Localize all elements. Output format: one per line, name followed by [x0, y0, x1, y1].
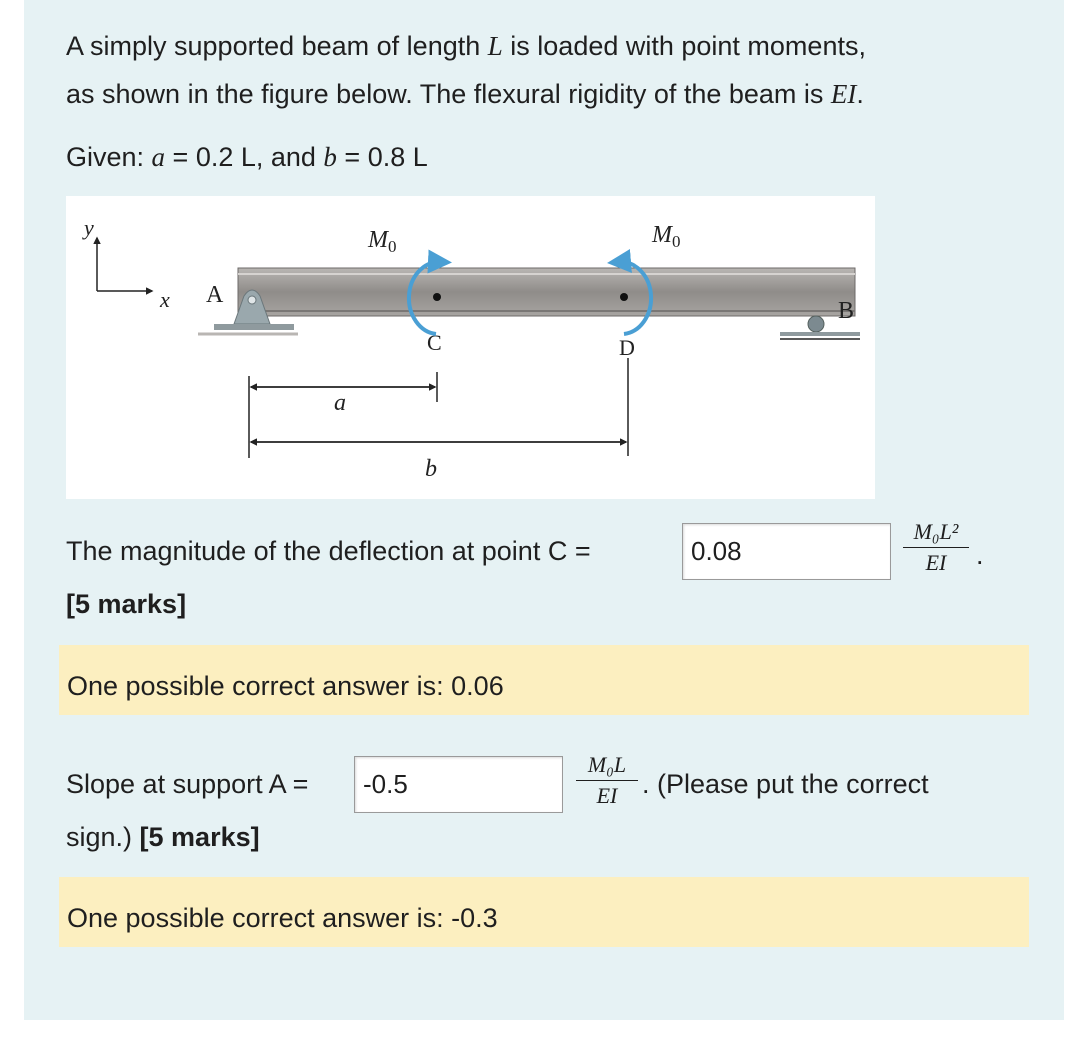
units-denominator: EI	[925, 550, 947, 575]
label-D: D	[619, 335, 635, 360]
dim-b-label: b	[425, 456, 437, 482]
part2-feedback-text: One possible correct answer is: -0.3	[67, 903, 498, 933]
question-text: .	[856, 79, 864, 109]
part1-prompt: The magnitude of the deflection at point C =	[66, 536, 591, 566]
question-text: is loaded with point moments,	[502, 31, 866, 61]
given-text: = 0.2 L, and	[165, 142, 324, 172]
given-line	[66, 140, 428, 174]
part2-prompt: Slope at support A =	[66, 769, 309, 799]
units-numerator: M₀L	[587, 752, 627, 777]
label-A: A	[206, 282, 224, 308]
part1-units	[903, 519, 969, 576]
axis-y-label: y	[84, 215, 94, 240]
part1-marks: [5 marks]	[66, 589, 187, 619]
slope-answer-input[interactable]: -0.5	[354, 756, 563, 813]
given-text: = 0.8 L	[336, 142, 428, 172]
var-a: a	[151, 142, 166, 172]
part1-feedback-text: One possible correct answer is: 0.06	[67, 671, 504, 701]
label-C: C	[427, 330, 442, 355]
fraction-bar	[576, 780, 638, 781]
var-L: L	[487, 31, 503, 61]
dim-a-label: a	[334, 390, 346, 416]
part2-feedback	[59, 877, 1029, 947]
var-EI: EI	[830, 79, 857, 109]
point-C	[433, 293, 441, 301]
deflection-answer-input[interactable]: 0.08	[682, 523, 891, 580]
part2-marks: [5 marks]	[139, 822, 260, 852]
question-line-2	[66, 77, 864, 111]
question-text: A simply supported beam of length	[66, 31, 488, 61]
part2-instruction: . (Please put the correct	[642, 769, 929, 799]
given-text: Given:	[66, 142, 152, 172]
part2-line-2	[66, 820, 260, 854]
dimension-b	[251, 358, 628, 456]
question-line-1	[66, 29, 866, 63]
part1-feedback	[59, 645, 1029, 715]
part1-units-period: .	[976, 540, 984, 570]
axis-x-label: x	[160, 287, 170, 312]
moment-label-D: $M_0$	[652, 222, 681, 251]
units-numerator: M₀L²	[913, 519, 959, 544]
moment-label-C: $M_0$	[368, 227, 397, 256]
coordinate-axes	[82, 215, 170, 312]
units-denominator: EI	[596, 783, 618, 808]
part2-units	[576, 752, 638, 809]
question-text: as shown in the figure below. The flexural rigidity of the beam is	[66, 79, 831, 109]
part2-sign-text: sign.)	[66, 822, 140, 852]
point-D	[620, 293, 628, 301]
label-B: B	[838, 298, 855, 324]
fraction-bar	[903, 547, 969, 548]
beam	[238, 268, 855, 316]
var-b: b	[323, 142, 337, 172]
beam-diagram	[66, 196, 875, 499]
beam-figure	[66, 196, 875, 499]
